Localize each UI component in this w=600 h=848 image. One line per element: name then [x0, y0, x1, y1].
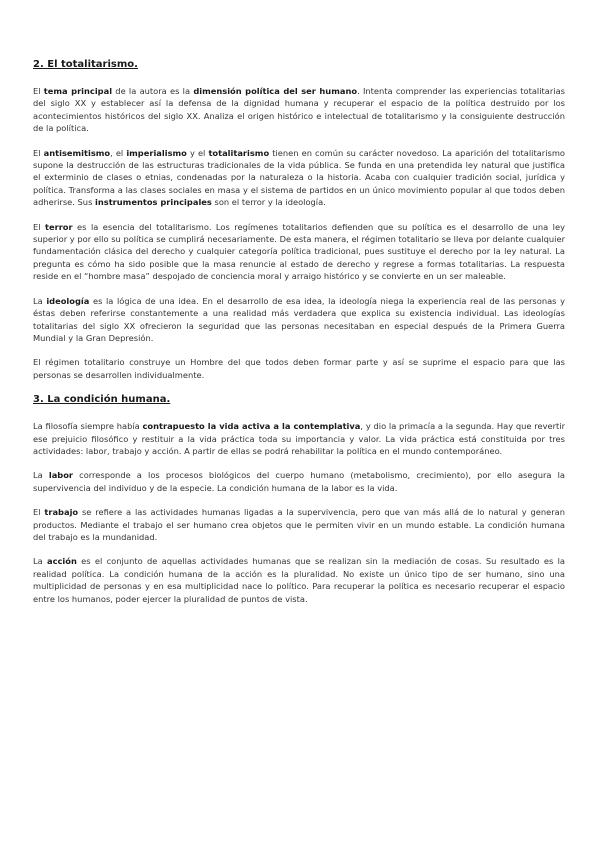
text: La — [33, 470, 49, 481]
bold-term: antisemitismo — [43, 147, 111, 158]
text: tienen en común su carácter novedoso. La aparición del totalitarismo supone la destrucción de las estructuras tradicionales de la vida pública. Se funda en una pretendida ley natural que justifica el exterminio de clases o etnias, condenadas por la naturaleza o la historia. Acaba con cualquier tradición social, jurídica y política. Transforma a las clases sociales en masa y el sistema de partidos en un único movimiento popular al que todos deben adherirse. Sus — [33, 147, 566, 208]
bold-term: tema principal — [43, 86, 113, 96]
text: El — [33, 86, 44, 96]
text: es el conjunto de aquellas actividades humanas que se realizan sin la mediación de cosas. Su resultado es la realidad política. La condición humana de la acción es la pluralidad. No existe un único tipo de ser humano, sino una multiplicidad de personas y en esa multiplicidad nace lo político. Para recuperar la política es necesario recuperar el espacio entre los humanos, poder ejercer la pluralidad de puntos de vista. — [33, 556, 565, 604]
bold-term: dimensión política del ser humano — [193, 86, 358, 96]
section-heading-condicion-humana: 3. La condición humana. — [33, 394, 171, 406]
bold-term: acción — [47, 556, 77, 567]
bold-term: instrumentos principales — [95, 197, 212, 208]
text: La — [33, 295, 47, 306]
text: , el — [110, 147, 127, 158]
paragraph-accion — [33, 555, 565, 605]
text: El — [33, 507, 45, 518]
bold-term: ideología — [46, 295, 90, 306]
bold-term: imperialismo — [126, 147, 187, 158]
paragraph-terror — [33, 221, 565, 283]
text: . Intenta comprender las experiencias totalitarias del siglo XX y establecer así la defensa de la dignidad humana y recuperar el espacio de la política destruido por los acontecimientos históricos del siglo XX. Analiza el origen histórico e intelectual de totalitarismo y la consiguiente destrucción de la política. — [33, 86, 566, 134]
bold-term: totalitarismo — [208, 147, 270, 158]
text: de la autora es la — [112, 86, 194, 96]
text: y el — [186, 147, 209, 158]
bold-term: terror — [45, 221, 73, 232]
text: es la esencia del totalitarismo. Los regímenes totalitarios defienden que su política es el desarrollo de una ley superior y por ello su política se cumplirá necesariamente. De esta manera, el régimen totalitario se lleva por delante cualquier fundamentación clásica del derecho y cualquier categoría política tradicional, pues sustituye el derecho por la ley natural. La pregunta es cómo ha sido posible que la masa renuncie al estado de derecho y regrese a formas totalitarias. La respuesta reside en el “hombre masa” despojado de conciencia moral y arraigo histórico y se convierte en un ser maleable. — [33, 221, 565, 282]
text: corresponde a los procesos biológicos del cuerpo humano (metabolismo, crecimiento), por ello asegura la supervivencia del individuo y de la especie. La condición humana de la labor es la vida. — [33, 470, 565, 493]
paragraph-ideologia — [33, 295, 565, 345]
paragraph-vida-activa — [33, 420, 565, 457]
text: se refiere a las actividades humanas ligadas a la supervivencia, pero que van más allá de lo natural y generan productos. Mediante el trabajo el ser humano crea objetos que le permiten vivir en un mundo estable. La condición humana del trabajo es la mundanidad. — [33, 507, 565, 542]
bold-term: labor — [48, 470, 74, 481]
paragraph-trabajo — [33, 506, 565, 543]
bold-term: contrapuesto la vida activa a la contemplativa — [142, 421, 361, 432]
section-heading-totalitarismo: 2. El totalitarismo. — [33, 59, 138, 70]
bold-term: trabajo — [44, 507, 79, 518]
text: es la lógica de una idea. En el desarrollo de esa idea, la ideología niega la experiencia real de las personas y éstas deben referirse constantemente a una realidad más verdadera que explica su existencia individual. Las ideologías totalitarias del siglo XX ofrecieron la seguridad que las personas necesitaban en especial después de la Primera Guerra Mundial y la Gran Depresión. — [33, 295, 565, 343]
paragraph-regimen: El régimen totalitario construye un Hombre del que todos deben formar parte y así se suprime el espacio para que las personas se desarrollen individualmente. — [33, 357, 565, 380]
text: El — [33, 147, 44, 158]
text: son el terror y la ideología. — [211, 197, 326, 208]
text: El — [33, 221, 46, 232]
text: La — [33, 556, 47, 567]
paragraph-labor — [33, 469, 565, 494]
paragraph-antisemitismo — [33, 147, 565, 209]
text: La filosofía siempre había — [33, 421, 143, 432]
document-page — [33, 58, 565, 617]
paragraph-tema-principal — [33, 85, 565, 135]
text: , y dio la primacía a la segunda. Hay que revertir ese prejuicio filosófico y restituir a la vida práctica toda su importancia y valor. La vida práctica está constituida por tres actividades: labor, trabajo y acción. A partir de ellas se podrá rehabilitar la política en el mundo contemporáneo. — [33, 421, 565, 456]
